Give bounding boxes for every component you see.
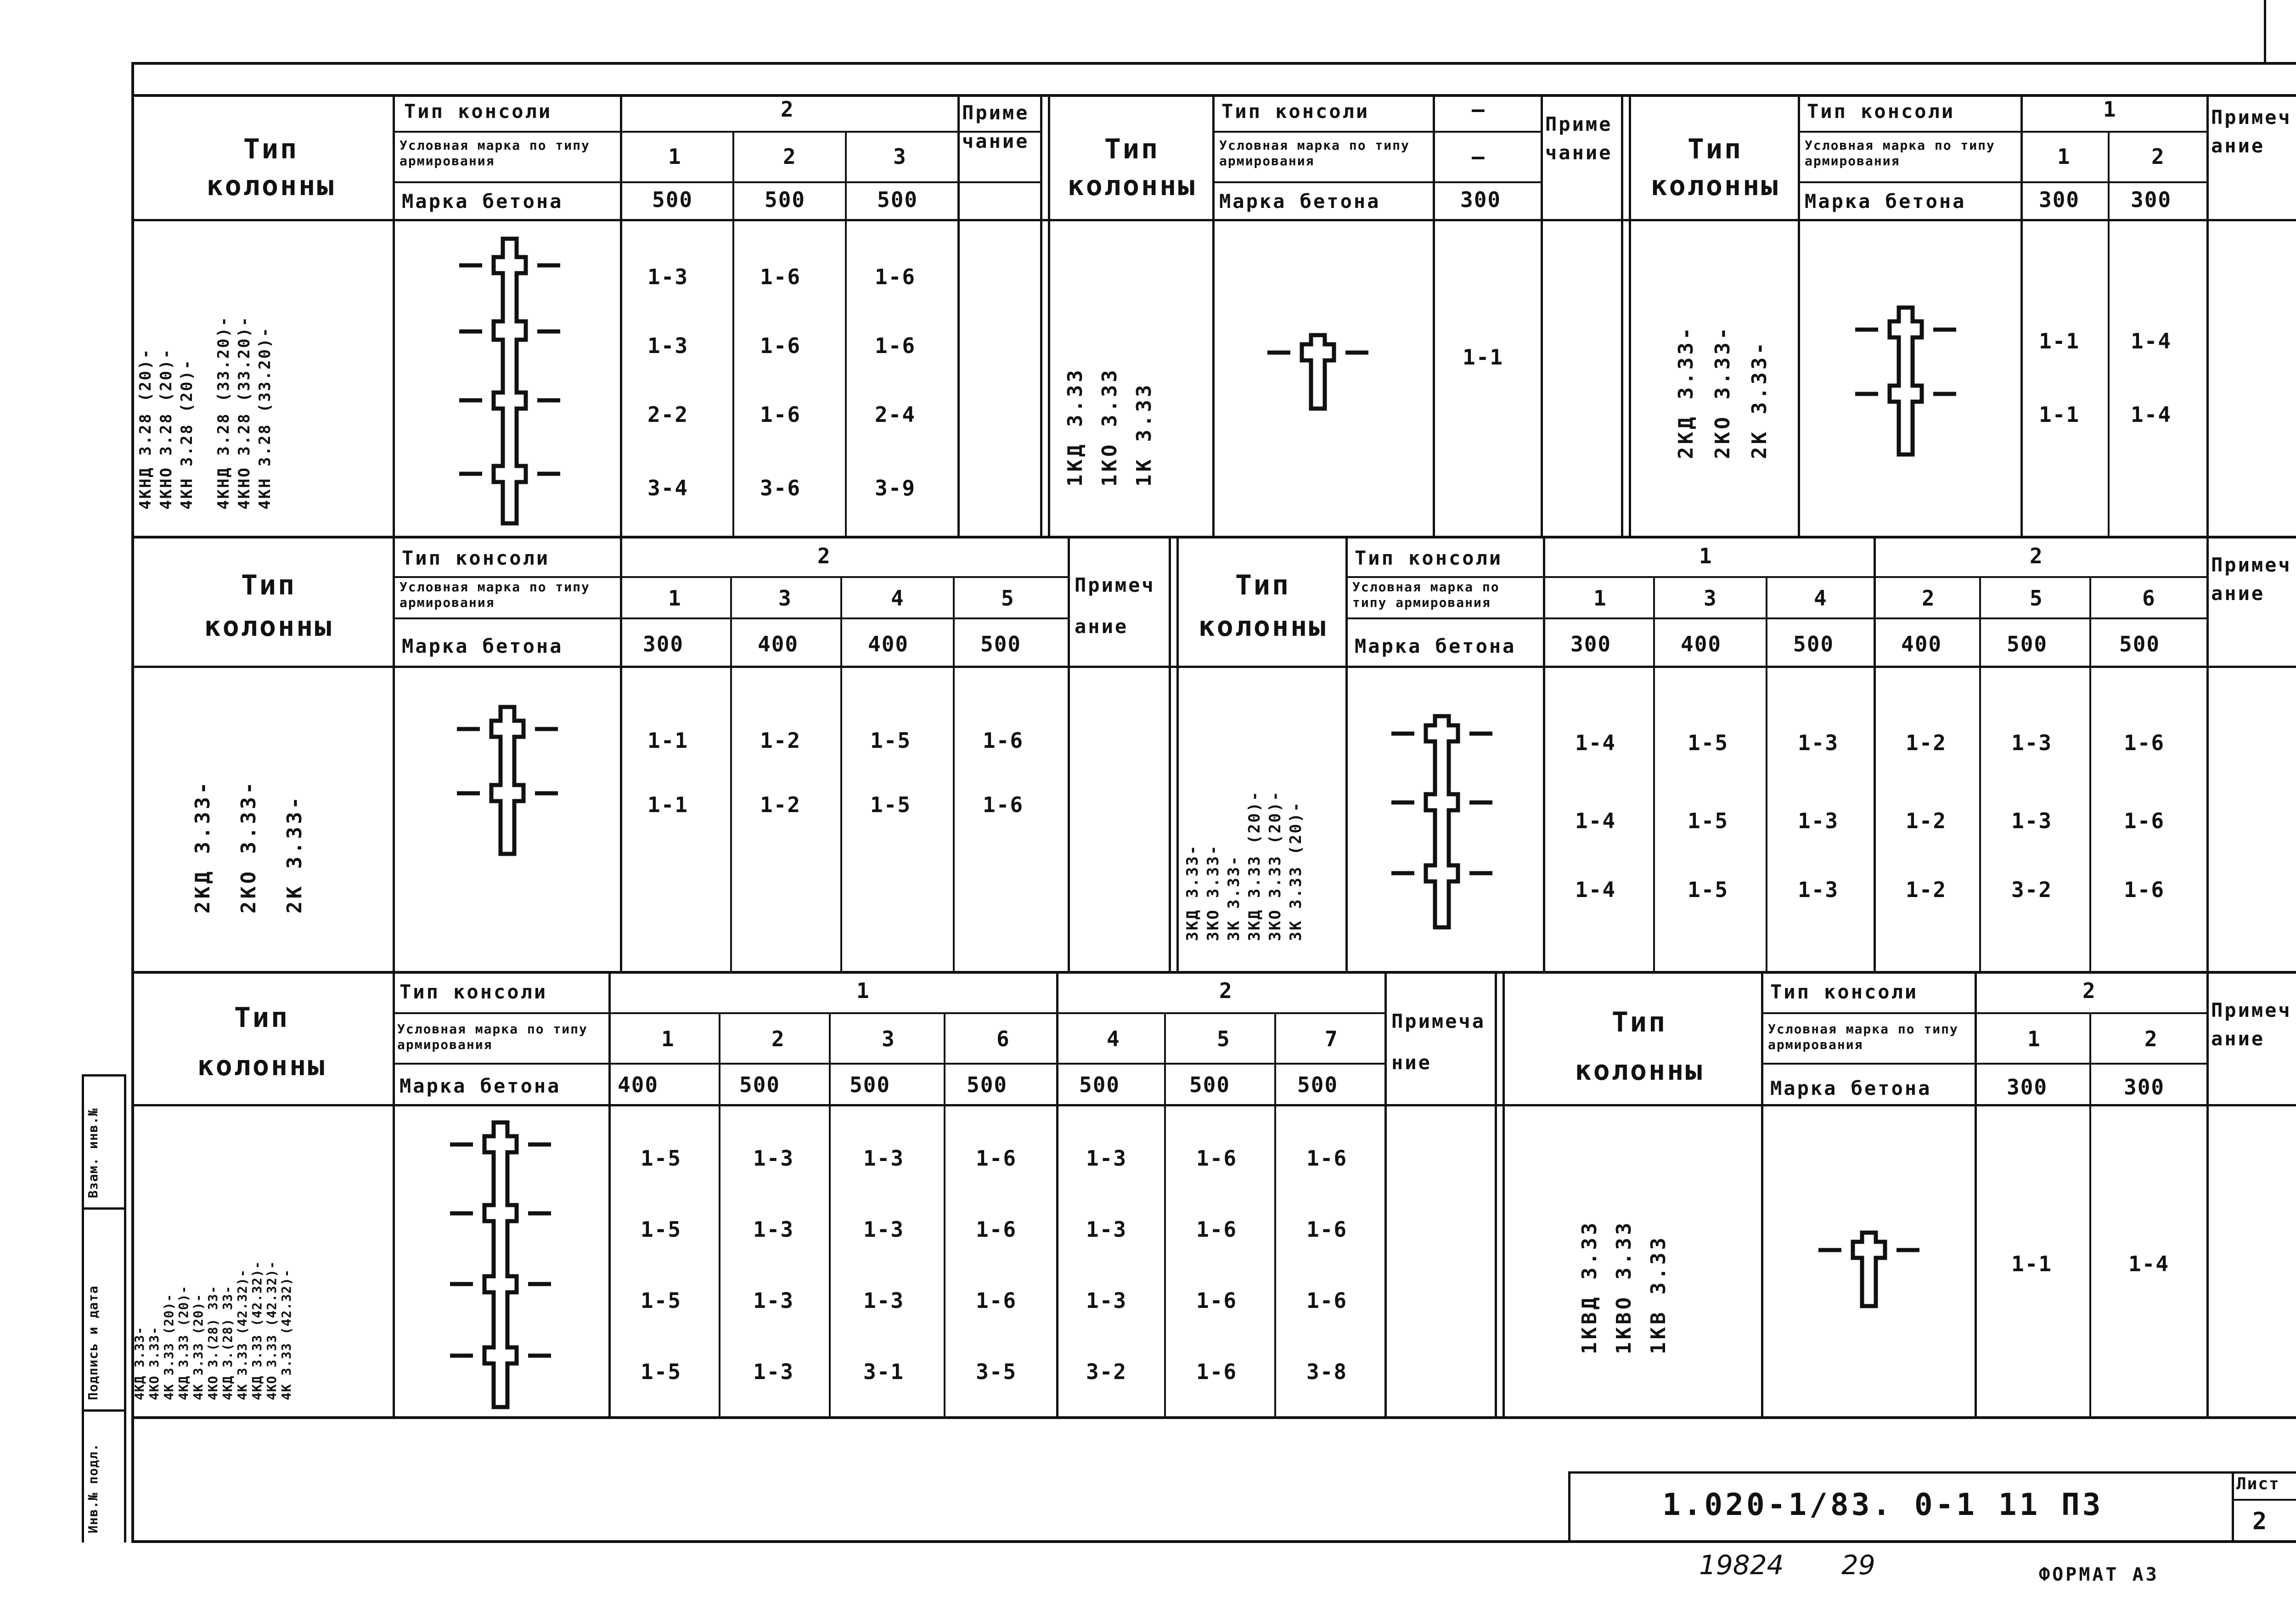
b3-a-r3c5: 1-3 bbox=[1086, 1288, 1127, 1313]
b1-b-console-label: Тип консоли bbox=[1221, 100, 1370, 123]
b2-b-r2c4: 1-2 bbox=[1906, 808, 1947, 833]
b1-a-col-4: 4КНД 3.28 (33.20)- bbox=[214, 315, 233, 510]
b1-v6 bbox=[1040, 94, 1042, 537]
b1-c-mark-1: 1 bbox=[2057, 144, 2071, 169]
b1-a-r1c3: 1-6 bbox=[875, 264, 916, 289]
b2-a-mark-label: Условная марка по типу армирования bbox=[400, 579, 590, 610]
b1-a-r2c1: 1-3 bbox=[647, 333, 689, 358]
b3-v2 bbox=[608, 972, 611, 1418]
b1-a-hr1 bbox=[393, 131, 1042, 133]
side-strip-div1 bbox=[82, 1074, 125, 1077]
b3-a-note-label: Примечание bbox=[1391, 1010, 1486, 1074]
b2-a-r2c1: 1-1 bbox=[647, 792, 689, 817]
b2-b-console-value-1: 1 bbox=[1699, 544, 1713, 568]
b3-a-r4c7: 3-8 bbox=[1306, 1359, 1348, 1384]
b1-v14 bbox=[2206, 94, 2209, 537]
b2-a-concrete-2: 400 bbox=[758, 632, 799, 656]
b3-a-col-2: 4КО 3.33- bbox=[146, 1326, 162, 1400]
b3-v9 bbox=[1384, 972, 1387, 1418]
b2-b-r1c3: 1-3 bbox=[1798, 730, 1839, 755]
b2-v3 bbox=[730, 576, 732, 972]
side-strip-left bbox=[82, 1074, 84, 1542]
b1-a-concrete-1: 500 bbox=[652, 187, 693, 212]
b1-c-hr2 bbox=[1798, 181, 2209, 183]
b2-b-col-1: 3КД 3.33- bbox=[1183, 844, 1202, 941]
b2-v15 bbox=[2206, 537, 2209, 972]
b3-a-col-3: 4К 3.33 (20)- bbox=[161, 1293, 176, 1400]
b2-b-r2c2: 1-5 bbox=[1688, 808, 1729, 833]
b3-a-r4c6: 1-6 bbox=[1196, 1359, 1238, 1384]
b1-a-col-1: 4КНД 3.28 (20)- bbox=[136, 348, 155, 510]
b2-b-concrete-2: 400 bbox=[1681, 632, 1722, 656]
b3-b-col-2: 1КВО 3.33 bbox=[1612, 1220, 1636, 1354]
b3-v8 bbox=[1274, 1012, 1276, 1418]
b2-b-r3c6: 1-6 bbox=[2124, 877, 2165, 902]
b3-a-r3c3: 1-3 bbox=[863, 1288, 905, 1313]
b1-b-mark-1: — bbox=[1472, 144, 1486, 169]
b2-b-concrete-1: 300 bbox=[1570, 632, 1612, 656]
b1-a-mark-2: 2 bbox=[783, 144, 797, 169]
b1-a-r3c1: 2-2 bbox=[647, 402, 689, 427]
b3-a-r4c5: 3-2 bbox=[1086, 1359, 1127, 1384]
b1-c-column-type: Тип колонны bbox=[1650, 133, 1780, 202]
b2-b-concrete-5: 500 bbox=[2007, 632, 2048, 656]
b2-b-console-label: Тип консоли bbox=[1355, 547, 1503, 569]
b3-v11 bbox=[1761, 972, 1763, 1418]
b3-a-r2c1: 1-5 bbox=[641, 1217, 682, 1242]
b1-b-note-label: Примечание bbox=[1545, 113, 1613, 164]
b1-c-column-sketch bbox=[1846, 298, 1965, 464]
b3-a-concrete-5: 500 bbox=[1079, 1072, 1120, 1097]
corner-mark bbox=[2264, 0, 2266, 62]
b3-a-concrete-7: 500 bbox=[1297, 1072, 1339, 1097]
side-label-inventory: Инв.№ подл. bbox=[85, 1443, 101, 1533]
b3-b-concrete-1: 300 bbox=[2007, 1075, 2048, 1099]
b3-a-r1c7: 1-6 bbox=[1306, 1146, 1348, 1171]
b3-v3 bbox=[719, 1012, 720, 1418]
b2-a-concrete-3: 400 bbox=[868, 632, 909, 656]
b2-v14 bbox=[2089, 576, 2091, 972]
b3-v14 bbox=[2206, 972, 2209, 1418]
b1-c-hr1 bbox=[1798, 131, 2209, 133]
titleblock-left bbox=[1568, 1471, 1570, 1542]
b1-c-concrete-label: Марка бетона bbox=[1805, 190, 1966, 213]
b2-a-mark-3: 4 bbox=[891, 586, 905, 611]
b2-b-mark-2: 3 bbox=[1704, 586, 1717, 611]
b3-v13 bbox=[2089, 1012, 2091, 1418]
b2-a-concrete-4: 500 bbox=[980, 632, 1022, 656]
b1-c-col-2: 2КО 3.33- bbox=[1711, 325, 1734, 459]
b2-a-col-1: 2КД 3.33- bbox=[191, 779, 214, 914]
b1-a-r1c2: 1-6 bbox=[760, 264, 801, 289]
b3-a-r3c1: 1-5 bbox=[641, 1288, 682, 1313]
b1-c-r1c2: 1-4 bbox=[2131, 329, 2172, 353]
b3-a-concrete-2: 500 bbox=[739, 1072, 781, 1097]
b3-a-mark-5: 4 bbox=[1107, 1026, 1120, 1051]
b3-a-col-8: 4К 3.33 (42.32)- bbox=[235, 1269, 250, 1400]
b3-a-r1c1: 1-5 bbox=[641, 1146, 682, 1171]
b3-a-mark-3: 3 bbox=[882, 1026, 895, 1051]
b1-b-hr1 bbox=[1212, 131, 1543, 133]
b2-b-col-5: 3КО 3.33 (20)- bbox=[1266, 790, 1284, 941]
b3-a-col-5: 4К 3.33 (20)- bbox=[191, 1293, 206, 1400]
b3-a-r2c2: 1-3 bbox=[753, 1217, 794, 1242]
b3-a-r1c5: 1-3 bbox=[1086, 1146, 1127, 1171]
b2-a-r2c2: 1-2 bbox=[760, 792, 801, 817]
b3-a-r1c3: 1-3 bbox=[863, 1146, 905, 1171]
b1-c-console-value: 1 bbox=[2103, 97, 2117, 122]
b2-b-r3c1: 1-4 bbox=[1575, 877, 1616, 902]
document-code: 1.020-1/83. 0-1 11 ПЗ bbox=[1662, 1487, 2104, 1522]
b2-b-r2c1: 1-4 bbox=[1575, 808, 1616, 833]
b1-c-concrete-2: 300 bbox=[2131, 187, 2172, 212]
b3-v10 bbox=[1495, 972, 1497, 1418]
b2-v10 bbox=[1653, 576, 1655, 972]
b2-a-mark-1: 1 bbox=[668, 586, 682, 611]
b3-b-concrete-2: 300 bbox=[2124, 1075, 2165, 1099]
b1-c-col-3: 2К 3.33- bbox=[1748, 340, 1771, 459]
b3-a-mark-2: 2 bbox=[771, 1026, 785, 1051]
b2-a-r1c2: 1-2 bbox=[760, 728, 801, 753]
b1-v9 bbox=[1541, 94, 1543, 537]
b1-c-mark-2: 2 bbox=[2151, 144, 2165, 169]
b2-b-hr1 bbox=[1345, 576, 2209, 578]
b2-b-concrete-3: 500 bbox=[1793, 632, 1835, 656]
b1-b-r1c1: 1-1 bbox=[1463, 345, 1504, 370]
b2-b-col-4: 3КД 3.33 (20)- bbox=[1245, 790, 1264, 941]
b3-a-r3c6: 1-6 bbox=[1196, 1288, 1238, 1313]
b1-a-r4c3: 3-9 bbox=[875, 476, 916, 500]
b1-c-r2c1: 1-1 bbox=[2039, 402, 2080, 427]
b2-a-console-label: Тип консоли bbox=[402, 547, 550, 569]
b2-b-r1c4: 1-2 bbox=[1906, 730, 1947, 755]
b1-a-r2c2: 1-6 bbox=[760, 333, 801, 358]
b2-b-mark-6: 6 bbox=[2142, 586, 2156, 611]
b2-a-column-type: Тип колонны bbox=[204, 569, 333, 643]
b3-v12 bbox=[1975, 972, 1977, 1418]
b2-a-mark-4: 5 bbox=[1001, 586, 1015, 611]
b1-c-col-1: 2КД 3.33- bbox=[1674, 325, 1698, 459]
b2-v4 bbox=[840, 576, 842, 972]
b1-a-r3c3: 2-4 bbox=[875, 402, 916, 427]
b1-a-column-sketch bbox=[450, 230, 569, 533]
b1-v6b bbox=[1048, 94, 1050, 537]
b2-a-r1c4: 1-6 bbox=[983, 728, 1024, 753]
b2-b-col-6: 3К 3.33 (20)- bbox=[1287, 801, 1305, 941]
b3-a-mark-4: 6 bbox=[996, 1026, 1010, 1051]
b3-b-concrete-label: Марка бетона bbox=[1770, 1077, 1932, 1099]
b3-a-concrete-4: 500 bbox=[967, 1072, 1008, 1097]
b1-c-r2c2: 1-4 bbox=[2131, 402, 2172, 427]
b2-v8 bbox=[1345, 537, 1348, 972]
b3-v5 bbox=[944, 1012, 945, 1418]
b1-a-column-type: Тип колонны bbox=[206, 133, 336, 202]
b3-b-console-label: Тип консоли bbox=[1770, 981, 1919, 1003]
page-number: 29 bbox=[1841, 1549, 1875, 1581]
b3-b-console-value: 2 bbox=[2082, 978, 2096, 1003]
b2-b-r1c2: 1-5 bbox=[1688, 730, 1729, 755]
b2-a-r2c4: 1-6 bbox=[983, 792, 1024, 817]
b1-a-mark-3: 3 bbox=[893, 144, 907, 169]
b2-hr-body bbox=[131, 666, 2296, 668]
b1-v4 bbox=[845, 131, 847, 537]
b1-a-col-5: 4КНО 3.28 (33.20)- bbox=[235, 315, 253, 510]
b1-a-r4c2: 3-6 bbox=[760, 476, 801, 500]
b2-v7 bbox=[1169, 537, 1171, 972]
b2-a-concrete-1: 300 bbox=[643, 632, 684, 656]
b3-a-col-11: 4К 3.33 (42.32)- bbox=[279, 1269, 294, 1400]
b1-a-mark-label: Условная марка по типу армирования bbox=[400, 138, 590, 168]
frame-top bbox=[131, 62, 2296, 65]
b3-b-r1c1: 1-1 bbox=[2011, 1251, 2053, 1276]
side-label-replacement: Взам. инв.№ bbox=[85, 1108, 101, 1198]
b3-v1 bbox=[393, 972, 395, 1418]
b2-v7b bbox=[1176, 537, 1179, 972]
b1-b-column-type: Тип колонны bbox=[1067, 133, 1197, 202]
b3-a-r1c2: 1-3 bbox=[753, 1146, 794, 1171]
b2-b-col-3: 3К 3.33- bbox=[1225, 855, 1243, 941]
b1-a-col-3: 4КН 3.28 (20)- bbox=[178, 359, 196, 510]
b1-a-hr2 bbox=[393, 181, 1042, 183]
inventory-number: 19824 bbox=[1699, 1549, 1784, 1581]
b2-b-col-2: 3КО 3.33- bbox=[1204, 844, 1222, 941]
b3-a-concrete-6: 500 bbox=[1189, 1072, 1231, 1097]
b1-a-console-value: 2 bbox=[781, 97, 794, 122]
b1-a-col-2: 4КНО 3.28 (20)- bbox=[157, 348, 175, 510]
b3-b-hr1 bbox=[1761, 1012, 2209, 1014]
b2-v9 bbox=[1543, 537, 1545, 972]
b2-b-column-type: Тип колонны bbox=[1198, 569, 1328, 643]
b3-a-r1c4: 1-6 bbox=[976, 1146, 1017, 1171]
b2-b-r1c1: 1-4 bbox=[1575, 730, 1616, 755]
side-strip-div3 bbox=[82, 1409, 125, 1412]
b3-a-col-7: 4КД 3.(28) 33- bbox=[220, 1285, 235, 1400]
b2-v11 bbox=[1766, 576, 1767, 972]
b1-a-col-6: 4КН 3.28 (33.20)- bbox=[256, 326, 274, 510]
titleblock-sheet-hr bbox=[2232, 1499, 2296, 1501]
titleblock-top bbox=[1568, 1471, 2296, 1474]
b3-a-console-label: Тип консоли bbox=[400, 981, 548, 1003]
b2-a-column-sketch bbox=[448, 698, 567, 863]
b2-v2 bbox=[620, 537, 622, 972]
b1-a-concrete-3: 500 bbox=[877, 187, 918, 212]
side-strip-div2 bbox=[82, 1207, 125, 1210]
b2-b-mark-3: 4 bbox=[1814, 586, 1828, 611]
b2-a-mark-2: 3 bbox=[778, 586, 792, 611]
b1-a-r2c3: 1-6 bbox=[875, 333, 916, 358]
b2-v12 bbox=[1874, 537, 1876, 972]
b2-b-note-label: Примечание bbox=[2211, 554, 2292, 605]
b2-v5 bbox=[953, 576, 955, 972]
b2-a-r2c3: 1-5 bbox=[870, 792, 912, 817]
sheet-label: Лист bbox=[2236, 1475, 2280, 1493]
sheet-number: 2 bbox=[2252, 1508, 2267, 1535]
b1-b-concrete-1: 300 bbox=[1460, 187, 1502, 212]
b2-v13 bbox=[1979, 576, 1981, 972]
b2-b-r1c5: 1-3 bbox=[2011, 730, 2053, 755]
b2-b-hr2 bbox=[1345, 617, 2209, 619]
b3-b-column-type: Тип колонны bbox=[1575, 1006, 1704, 1087]
b1-c-note-label: Примечание bbox=[2211, 106, 2292, 157]
b3-a-r2c3: 1-3 bbox=[863, 1217, 905, 1242]
b2-a-r1c1: 1-1 bbox=[647, 728, 689, 753]
b2-b-r1c6: 1-6 bbox=[2124, 730, 2165, 755]
b2-b-concrete-6: 500 bbox=[2119, 632, 2161, 656]
b1-a-r1c1: 1-3 bbox=[647, 264, 689, 289]
frame-left bbox=[131, 62, 134, 1542]
b2-a-concrete-label: Марка бетона bbox=[402, 635, 563, 657]
b2-b-column-sketch bbox=[1382, 707, 1502, 937]
b3-v6 bbox=[1056, 972, 1058, 1418]
b3-b-note-label: Примечание bbox=[2211, 999, 2292, 1050]
b1-b-console-value: — bbox=[1472, 97, 1486, 122]
b3-b-mark-2: 2 bbox=[2144, 1026, 2158, 1051]
b1-a-r4c1: 3-4 bbox=[647, 476, 689, 500]
b2-b-concrete-4: 400 bbox=[1901, 632, 1942, 656]
b1-c-concrete-1: 300 bbox=[2039, 187, 2080, 212]
b1-v12 bbox=[2020, 94, 2023, 537]
side-label-signature: Подпись и дата bbox=[85, 1285, 101, 1400]
b1-a-concrete-label: Марка бетона bbox=[402, 190, 563, 213]
b1-v10 bbox=[1621, 94, 1623, 537]
b2-b-r3c5: 3-2 bbox=[2011, 877, 2053, 902]
b2-a-col-2: 2КО 3.33- bbox=[237, 779, 260, 914]
b1-v1 bbox=[393, 94, 395, 537]
b1-a-mark-1: 1 bbox=[668, 144, 682, 169]
b3-a-col-10: 4КО 3.33 (42.32)- bbox=[264, 1261, 279, 1400]
b2-a-r1c3: 1-5 bbox=[870, 728, 912, 753]
b2-b-mark-5: 5 bbox=[2030, 586, 2043, 611]
b2-v6 bbox=[1068, 537, 1070, 972]
b3-a-mark-label: Условная марка по типу армирования bbox=[397, 1021, 588, 1052]
b3-b-mark-label: Условная марка по типу армирования bbox=[1768, 1021, 1958, 1052]
b3-b-col-1: 1КВД 3.33 bbox=[1578, 1220, 1601, 1354]
b3-a-r1c6: 1-6 bbox=[1196, 1146, 1238, 1171]
b3-a-r3c7: 1-6 bbox=[1306, 1288, 1348, 1313]
b3-b-mark-1: 1 bbox=[2027, 1026, 2041, 1051]
b3-v10b bbox=[1503, 972, 1505, 1418]
b2-b-r2c5: 1-3 bbox=[2011, 808, 2053, 833]
format-label: ФОРМАТ А3 bbox=[2039, 1564, 2159, 1585]
b2-b-r2c3: 1-3 bbox=[1798, 808, 1839, 833]
b3-a-mark-6: 5 bbox=[1217, 1026, 1231, 1051]
b3-a-column-type: Тип колонны bbox=[197, 1002, 326, 1082]
b2-b-console-value-2: 2 bbox=[2030, 544, 2043, 568]
b1-c-console-label: Тип консоли bbox=[1807, 100, 1955, 123]
b2-a-note-label: Примечание bbox=[1075, 574, 1155, 638]
b1-a-console-label: Тип консоли bbox=[404, 100, 552, 123]
b2-b-r3c4: 1-2 bbox=[1906, 877, 1947, 902]
b2-b-r2c6: 1-6 bbox=[2124, 808, 2165, 833]
b3-a-hr1 bbox=[393, 1012, 1387, 1014]
b3-v7 bbox=[1164, 1012, 1166, 1418]
b3-a-concrete-label: Марка бетона bbox=[400, 1075, 561, 1097]
b3-a-col-4: 4КД 3.33 (20)- bbox=[176, 1285, 191, 1400]
b3-a-col-6: 4КО 3.(28) 33- bbox=[205, 1285, 220, 1400]
b1-b-hr2 bbox=[1212, 181, 1543, 183]
b1-b-col-1: 1КД 3.33 bbox=[1064, 367, 1087, 487]
b1-b-col-2: 1КО 3.33 bbox=[1098, 367, 1121, 487]
b1-v5 bbox=[957, 94, 960, 537]
b3-b-column-sketch bbox=[1809, 1223, 1929, 1315]
b3-a-r4c3: 3-1 bbox=[863, 1359, 905, 1384]
b3-a-mark-1: 1 bbox=[661, 1026, 675, 1051]
b1-b-col-3: 1К 3.33 bbox=[1132, 382, 1156, 487]
titleblock-sheet-div bbox=[2232, 1471, 2234, 1542]
block2-bottom bbox=[131, 971, 2296, 974]
b3-a-console-value-2: 2 bbox=[1219, 978, 1233, 1003]
b3-a-r2c6: 1-6 bbox=[1196, 1217, 1238, 1242]
b3-a-r2c4: 1-6 bbox=[976, 1217, 1017, 1242]
b3-a-r4c2: 1-3 bbox=[753, 1359, 794, 1384]
b3-v4 bbox=[829, 1012, 831, 1418]
b3-a-r4c1: 1-5 bbox=[641, 1359, 682, 1384]
b3-a-col-9: 4КД 3.33 (42.32)- bbox=[249, 1261, 264, 1400]
b3-a-concrete-3: 500 bbox=[850, 1072, 891, 1097]
b1-v8 bbox=[1433, 94, 1435, 537]
b3-a-r2c5: 1-3 bbox=[1086, 1217, 1127, 1242]
b2-a-console-value: 2 bbox=[817, 544, 831, 568]
b3-a-console-value-1: 1 bbox=[856, 978, 870, 1003]
b1-v3 bbox=[732, 131, 734, 537]
block3-bottom bbox=[131, 1416, 2296, 1419]
b1-a-concrete-2: 500 bbox=[765, 187, 806, 212]
b3-a-column-sketch bbox=[441, 1113, 560, 1416]
b3-a-r2c7: 1-6 bbox=[1306, 1217, 1348, 1242]
b1-v13 bbox=[2108, 131, 2110, 537]
b1-v2 bbox=[620, 94, 622, 537]
b2-b-r3c3: 1-3 bbox=[1798, 877, 1839, 902]
b1-b-concrete-label: Марка бетона bbox=[1219, 190, 1381, 213]
b3-a-r4c4: 3-5 bbox=[976, 1359, 1017, 1384]
b3-a-col-1: 4КД 3.33- bbox=[132, 1326, 147, 1400]
b1-a-note-label: Примечание bbox=[962, 101, 1030, 152]
b3-b-r1c2: 1-4 bbox=[2128, 1251, 2170, 1276]
b2-a-col-3: 2К 3.33- bbox=[283, 794, 306, 914]
b1-v11 bbox=[1798, 94, 1800, 537]
b1-b-mark-label: Условная марка по типу армирования bbox=[1219, 138, 1410, 168]
b2-b-mark-label: Условная марка по типу армирования bbox=[1352, 579, 1500, 610]
b3-b-hr2 bbox=[1761, 1063, 2209, 1065]
b3-a-r3c4: 1-6 bbox=[976, 1288, 1017, 1313]
b3-hr-body bbox=[131, 1104, 2296, 1106]
b1-v10b bbox=[1629, 94, 1631, 537]
b3-a-mark-7: 7 bbox=[1325, 1026, 1339, 1051]
b3-a-hr2 bbox=[393, 1063, 1387, 1065]
b1-v7 bbox=[1212, 94, 1215, 537]
side-strip-right bbox=[124, 1074, 126, 1542]
b2-b-mark-1: 1 bbox=[1593, 586, 1607, 611]
b1-c-mark-label: Условная марка по типу армирования bbox=[1805, 138, 1995, 168]
b1-c-r1c1: 1-1 bbox=[2039, 329, 2080, 353]
b2-v1 bbox=[393, 537, 395, 972]
b3-b-col-3: 1КВ 3.33 bbox=[1647, 1235, 1670, 1354]
b2-b-mark-4: 2 bbox=[1922, 586, 1936, 611]
b3-a-concrete-1: 400 bbox=[618, 1072, 659, 1097]
b1-b-column-sketch bbox=[1258, 326, 1378, 418]
frame-bottom bbox=[131, 1540, 2296, 1543]
b1-a-r3c2: 1-6 bbox=[760, 402, 801, 427]
b2-b-r3c2: 1-5 bbox=[1688, 877, 1729, 902]
b2-b-concrete-label: Марка бетона bbox=[1355, 635, 1516, 657]
b3-a-r3c2: 1-3 bbox=[753, 1288, 794, 1313]
